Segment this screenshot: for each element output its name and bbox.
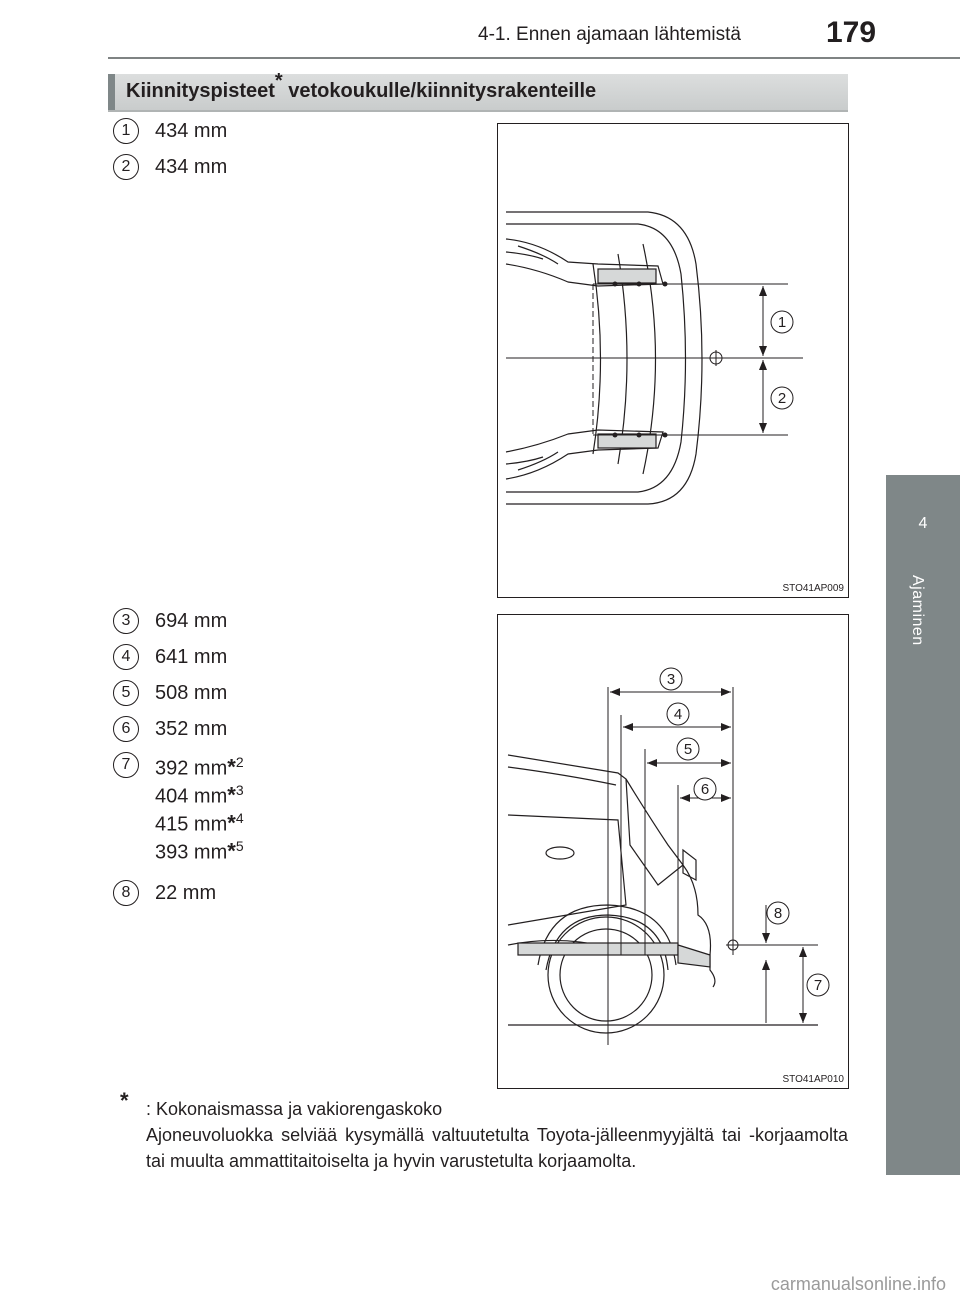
section-title-bar bbox=[108, 70, 848, 112]
figure-label-1: 1 bbox=[777, 314, 787, 331]
figure-label-7: 7 bbox=[813, 977, 823, 994]
callout-badge: 4 bbox=[113, 644, 139, 670]
figure-code: STO41AP009 bbox=[782, 583, 844, 594]
figure-label-6: 6 bbox=[700, 781, 710, 798]
spec-value-line bbox=[155, 782, 244, 809]
spec-value: 694 mm bbox=[155, 610, 228, 632]
figure-label-3: 3 bbox=[666, 671, 676, 688]
figure-code: STO41AP010 bbox=[782, 1074, 844, 1085]
figure-top-view bbox=[497, 123, 849, 598]
spec-value: 434 mm bbox=[155, 120, 228, 142]
spec-value: 434 mm bbox=[155, 156, 228, 178]
figure-side-view bbox=[497, 614, 849, 1089]
running-header-section: 4-1. Ennen ajamaan lähtemistä bbox=[478, 24, 741, 45]
header-rule bbox=[108, 57, 960, 59]
spec-value: 392 mm bbox=[155, 757, 228, 780]
watermark: carmanualsonline.info bbox=[770, 1274, 946, 1294]
vehicle-side-view-illustration bbox=[498, 615, 848, 1088]
footnote-star: * bbox=[227, 754, 236, 780]
section-title-rest: vetokoukulle/kiinnitysrakenteille bbox=[282, 80, 597, 102]
figure-label-4: 4 bbox=[673, 706, 683, 723]
spec-value-line bbox=[155, 754, 244, 781]
footnote-ref: 2 bbox=[235, 754, 244, 770]
spec-value: 508 mm bbox=[155, 682, 228, 704]
footnote-body: Ajoneuvoluokka selviää kysymällä valtuutetulta Toyota-jälleenmyyjältä tai -korjaamolta tai muulta ammattitaitoiselta ja hyvin varustetulta korjaamolta. bbox=[146, 1125, 848, 1171]
spec-value: 393 mm bbox=[155, 841, 228, 864]
chapter-number: 4 bbox=[918, 515, 928, 532]
spec-value-line bbox=[155, 810, 244, 837]
figure-label-5: 5 bbox=[683, 741, 693, 758]
callout-badge: 2 bbox=[113, 154, 139, 180]
spec-value: 22 mm bbox=[155, 882, 217, 904]
callout-badge: 8 bbox=[113, 880, 139, 906]
footnote-star: * bbox=[227, 782, 236, 808]
section-title bbox=[126, 70, 597, 103]
chapter-label: Ajaminen bbox=[909, 575, 926, 646]
callout-badge: 1 bbox=[113, 118, 139, 144]
callout-badge: 6 bbox=[113, 716, 139, 742]
page-number: 179 bbox=[826, 16, 877, 49]
spec-value-line bbox=[155, 838, 244, 865]
spec-value: 352 mm bbox=[155, 718, 228, 740]
footnote-ref: 5 bbox=[235, 838, 244, 854]
chapter-side-tab bbox=[886, 475, 960, 1175]
footnote-ref: 3 bbox=[235, 782, 244, 798]
footnote-star: * bbox=[227, 838, 236, 864]
footnote-ref: 4 bbox=[235, 810, 244, 826]
vehicle-top-view-illustration bbox=[498, 124, 848, 597]
spec-value: 641 mm bbox=[155, 646, 228, 668]
section-title-star: * bbox=[274, 70, 283, 93]
footnote-lead: : Kokonaismassa ja vakiorengaskoko bbox=[146, 1099, 443, 1119]
callout-badge: 5 bbox=[113, 680, 139, 706]
figure-label-8: 8 bbox=[773, 905, 783, 922]
footnote-star: * bbox=[120, 1088, 129, 1113]
callout-badge: 3 bbox=[113, 608, 139, 634]
section-title-accent bbox=[108, 74, 115, 110]
spec-value: 404 mm bbox=[155, 785, 228, 808]
figure-label-2: 2 bbox=[777, 390, 787, 407]
spec-value: 415 mm bbox=[155, 813, 228, 836]
footnote-star: * bbox=[227, 810, 236, 836]
section-title-main: Kiinnityspisteet bbox=[126, 80, 275, 102]
callout-badge: 7 bbox=[113, 752, 139, 778]
